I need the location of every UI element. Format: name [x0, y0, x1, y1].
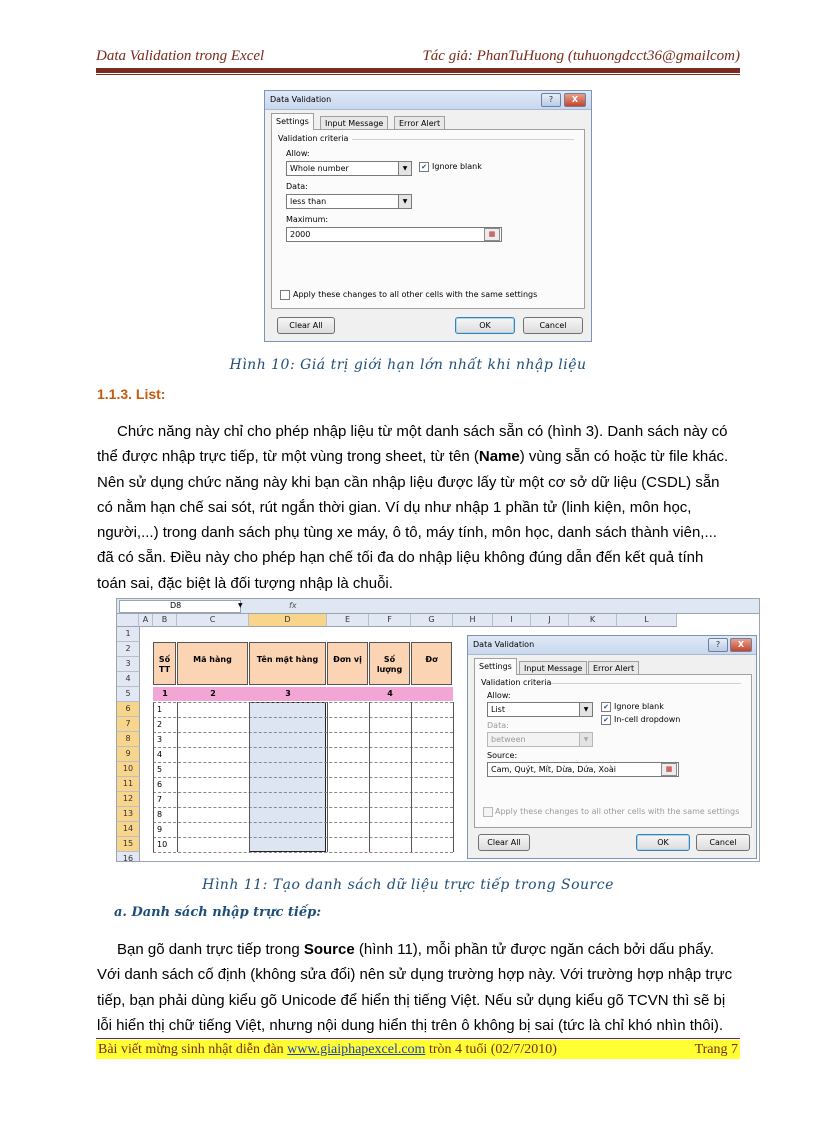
stt-cell[interactable]: 1 [157, 705, 163, 714]
column-header[interactable]: C [177, 614, 249, 627]
chevron-down-icon[interactable]: ▼ [398, 195, 411, 208]
row-header[interactable]: 7 [117, 717, 140, 732]
page-number: Trang 7 [694, 1042, 738, 1057]
para1-line4: có nằm hạn chế sai sót, rút ngắn thời gian. Ví dụ như nhập 1 phần tử (linh kiện, môn học, [97, 498, 692, 516]
footer-rule [96, 1038, 740, 1039]
para2-line2: Với danh sách cố định (không sửa đổi) nên sử dụng trường hợp này. Với trường hợp nhập trực [97, 966, 733, 984]
column-header[interactable]: E [327, 614, 369, 627]
grid-line [153, 762, 453, 763]
data-value: less than [290, 197, 327, 206]
paragraph-direct-list [97, 937, 745, 1038]
column-header[interactable]: L [617, 614, 677, 627]
allow-label: Allow: [487, 691, 511, 700]
formula-bar [117, 599, 759, 614]
figure-11-caption: Hình 11: Tạo danh sách dữ liệu trực tiếp trong Source [202, 877, 614, 893]
para1-line2a: thể được nhập trực tiếp, từ một vùng trong sheet, từ tên ( [97, 448, 479, 466]
column-header[interactable]: B [153, 614, 177, 627]
table-header-cell: Đơ [411, 642, 452, 685]
column-header[interactable]: K [569, 614, 617, 627]
fx-icon: fx [289, 601, 297, 610]
data-label: Data: [487, 721, 509, 730]
grid-line [327, 702, 328, 852]
column-header[interactable]: D [249, 614, 327, 627]
grid-line [153, 777, 453, 778]
stt-cell[interactable]: 10 [157, 840, 168, 849]
criteria-label: Validation criteria [278, 134, 349, 143]
name-keyword: Name [478, 448, 520, 466]
row-header[interactable]: 9 [117, 747, 140, 762]
footer-text-after: tròn 4 tuổi (02/7/2010) [425, 1042, 557, 1057]
allow-select[interactable] [286, 161, 412, 176]
stt-cell[interactable]: 2 [157, 720, 163, 729]
allow-value: Whole number [290, 164, 349, 173]
grid-line [153, 807, 453, 808]
apply-all-label: Apply these changes to all other cells with the same settings [293, 290, 538, 299]
ok-button[interactable]: OK [455, 317, 515, 334]
number-row-cell: 4 [387, 689, 393, 698]
para1-line6: đã có sẵn. Điều này cho phép hạn chế tối đa do nhập liệu không đúng dẫn đến kết quả tính [97, 549, 704, 567]
row-header[interactable]: 2 [117, 642, 140, 657]
para1-line5: người,...) trong danh sách phụ tùng xe máy, ô tô, máy tính, môn học, danh sách thành viên,... [97, 524, 717, 542]
ignore-blank-checkbox[interactable]: ✔ [601, 702, 611, 712]
table-header-cell: Số lượng [369, 642, 410, 685]
table-header-cell: Tên mặt hàng [249, 642, 326, 685]
close-button[interactable]: X [564, 93, 586, 107]
allow-label: Allow: [286, 149, 310, 158]
tab-error-alert[interactable]: Error Alert [588, 661, 639, 675]
range-picker-icon[interactable]: ▦ [661, 763, 677, 776]
clear-all-button[interactable]: Clear All [478, 834, 530, 851]
grid-line [453, 702, 454, 852]
row-header[interactable]: 15 [117, 837, 140, 852]
stt-cell[interactable]: 7 [157, 795, 163, 804]
settings-panel [271, 129, 585, 309]
tab-input-message[interactable]: Input Message [320, 116, 388, 130]
grid-line [153, 822, 453, 823]
row-header[interactable]: 8 [117, 732, 140, 747]
name-box-value: D8 [170, 601, 182, 610]
apply-all-checkbox [483, 807, 493, 817]
grid-line [153, 792, 453, 793]
apply-all-label: Apply these changes to all other cells with the same settings [495, 807, 740, 816]
row-header[interactable]: 13 [117, 807, 140, 822]
row-header[interactable]: 3 [117, 657, 140, 672]
clear-all-button[interactable]: Clear All [277, 317, 335, 334]
chevron-down-icon[interactable]: ▼ [398, 162, 411, 175]
data-select[interactable] [286, 194, 412, 209]
data-validation-dialog-fig10 [264, 90, 592, 342]
ok-button[interactable]: OK [636, 834, 690, 851]
row-header[interactable]: 11 [117, 777, 140, 792]
grid-line [153, 717, 453, 718]
maximum-label: Maximum: [286, 215, 329, 224]
grid-line [153, 852, 453, 853]
number-row-cell: 1 [162, 689, 168, 698]
header-rule [96, 68, 740, 73]
close-button[interactable]: X [730, 638, 752, 652]
data-select [487, 732, 593, 747]
range-picker-icon[interactable]: ▦ [484, 228, 500, 241]
source-input[interactable] [487, 762, 679, 777]
para2-line1 [97, 937, 745, 962]
table-header-cell: Số TT [153, 642, 176, 685]
source-value: Cam, Quýt, Mít, Dừa, Dứa, Xoài [491, 765, 616, 774]
dialog-title: Data Validation [270, 95, 332, 104]
grid-line [153, 702, 453, 703]
footer-text-before: Bài viết mừng sinh nhật diễn đàn [98, 1042, 288, 1057]
para2-line4: lỗi hiển thị chữ tiếng Việt, nhưng nội dung hiển thị trên ô không bị sai (tức là chỉ khó nhìn thôi). [97, 1016, 724, 1034]
in-cell-dropdown-checkbox[interactable]: ✔ [601, 715, 611, 725]
source-keyword: Source [303, 941, 355, 958]
row-header[interactable]: 5 [117, 687, 140, 702]
name-box[interactable] [119, 600, 241, 613]
row-header[interactable]: 12 [117, 792, 140, 807]
cancel-button[interactable]: Cancel [523, 317, 583, 334]
select-all-corner[interactable] [117, 614, 139, 627]
column-header[interactable]: J [531, 614, 569, 627]
column-header[interactable]: H [453, 614, 493, 627]
apply-all-checkbox[interactable] [280, 290, 290, 300]
maximum-input[interactable] [286, 227, 502, 242]
cancel-button[interactable]: Cancel [696, 834, 750, 851]
tab-error-alert[interactable]: Error Alert [394, 116, 445, 130]
row-header[interactable]: 16 [117, 852, 140, 862]
data-value: between [491, 735, 526, 744]
para1-line7: toán sai, đặc biệt là đối tượng nhập là chuỗi. [97, 574, 393, 592]
grid-line [153, 702, 154, 852]
para1-line1: Chức năng này chỉ cho phép nhập liệu từ một danh sách sẵn có (hình 3). Danh sách này có [117, 423, 728, 440]
header-title: Data Validation trong Excel [96, 48, 265, 64]
page-header [96, 46, 740, 66]
row-header[interactable]: 10 [117, 762, 140, 777]
criteria-label: Validation criteria [481, 678, 552, 687]
help-button[interactable]: ? [708, 638, 728, 652]
table-header-cell: Đơn vị [327, 642, 368, 685]
ignore-blank-label: Ignore blank [432, 162, 482, 171]
data-validation-dialog-fig11 [467, 635, 757, 859]
number-row-cell: 3 [285, 689, 291, 698]
para2-line3: tiếp, bạn phải dùng kiểu gõ Unicode để hiển thị tiếng Việt. Nếu sử dụng kiểu gõ TCVN thì sẽ bị [97, 991, 726, 1009]
tab-settings[interactable]: Settings [271, 113, 314, 130]
table-header-cell: Mã hàng [177, 642, 248, 685]
grid-line [153, 837, 453, 838]
allow-value: List [491, 705, 505, 714]
settings-panel [474, 674, 752, 828]
column-header[interactable]: F [369, 614, 411, 627]
grid-line [177, 702, 178, 852]
dialog-title: Data Validation [473, 640, 535, 649]
dialog-titlebar [468, 636, 756, 655]
help-button[interactable]: ? [541, 93, 561, 107]
forum-link[interactable]: www.giaiphapexcel.com [287, 1042, 426, 1057]
section-heading: 1.1.3. List: [97, 386, 166, 402]
para2-line1a: Bạn gõ danh trực tiếp trong [117, 941, 304, 958]
group-divider [352, 139, 574, 140]
column-header[interactable]: I [493, 614, 531, 627]
subsection-heading: a. Danh sách nhập trực tiếp: [114, 905, 322, 920]
data-label: Data: [286, 182, 308, 191]
grid-line [153, 732, 453, 733]
column-header[interactable]: A [139, 614, 153, 627]
para1-line3: Nên sử dụng chức năng này khi bạn cần nhập liệu được lấy từ một cơ sở dữ liệu (CSDL) sẵn [97, 473, 720, 491]
stt-cell[interactable]: 9 [157, 825, 163, 834]
group-divider [551, 683, 741, 684]
header-rule-thin [96, 74, 740, 75]
para1-line2b: ) vùng sẵn có hoặc từ file khác. [519, 448, 729, 466]
maximum-value: 2000 [290, 230, 311, 239]
header-author: Tác giả: PhanTuHuong (tuhuongdcct36@gmailcom) [422, 48, 740, 64]
page-footer [96, 1040, 740, 1059]
chevron-down-icon[interactable]: ▼ [238, 602, 243, 609]
ignore-blank-checkbox[interactable]: ✔ [419, 162, 429, 172]
para1-line2 [97, 444, 745, 469]
number-row-cell: 2 [210, 689, 216, 698]
stt-cell[interactable]: 6 [157, 780, 163, 789]
spreadsheet-screenshot [116, 598, 760, 862]
stt-cell[interactable]: 3 [157, 735, 163, 744]
grid-line [369, 702, 370, 852]
stt-cell[interactable]: 8 [157, 810, 163, 819]
row-header[interactable]: 1 [117, 627, 140, 642]
tab-input-message[interactable]: Input Message [519, 661, 587, 675]
column-header[interactable]: G [411, 614, 453, 627]
stt-cell[interactable]: 4 [157, 750, 163, 759]
chevron-down-icon[interactable]: ▼ [579, 703, 592, 716]
row-header[interactable]: 4 [117, 672, 140, 687]
paragraph-list-intro [97, 419, 745, 596]
grid-line [249, 702, 250, 852]
grid-line [411, 702, 412, 852]
dialog-titlebar [265, 91, 591, 110]
ignore-blank-label: Ignore blank [614, 702, 664, 711]
row-header[interactable]: 6 [117, 702, 140, 717]
source-label: Source: [487, 751, 518, 760]
row-header[interactable]: 14 [117, 822, 140, 837]
figure-10-caption: Hình 10: Giá trị giới hạn lớn nhất khi nhập liệu [229, 357, 587, 373]
grid-line [153, 747, 453, 748]
stt-cell[interactable]: 5 [157, 765, 163, 774]
allow-select[interactable] [487, 702, 593, 717]
tab-settings[interactable]: Settings [474, 658, 517, 675]
footer-text [98, 1042, 557, 1058]
chevron-down-icon: ▼ [579, 733, 592, 746]
para2-line1b: (hình 11), mỗi phần tử được ngăn cách bởi dấu phẩy. [354, 941, 715, 958]
in-cell-dropdown-label: In-cell dropdown [614, 715, 681, 724]
